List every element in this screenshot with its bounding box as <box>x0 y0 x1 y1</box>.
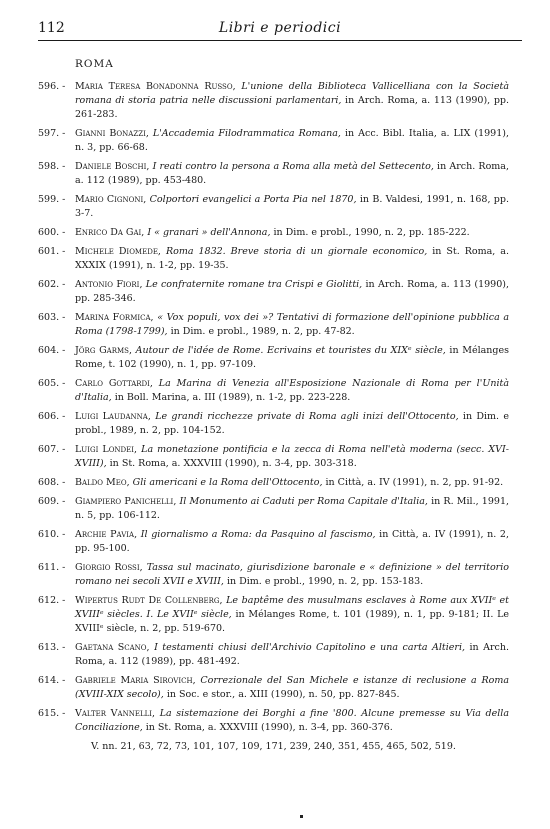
entry-citation: in Mélanges Rome, t. 102 (1990), n. 1, pp. 97-109. <box>75 345 509 370</box>
entry-title: Correzionale del San Michele e istanze di reclusione a Roma (XVIII-XIX secolo), <box>75 675 509 700</box>
entry-text <box>75 528 509 556</box>
entry-number: 602. - <box>38 279 66 290</box>
bibliography-entry <box>0 495 550 523</box>
entry-title: Autour de l'idée de Rome. Ecrivains et touristes du XIXᵉ siècle, <box>135 345 450 356</box>
entry-number: 609. - <box>38 496 66 507</box>
entry-citation: in Dim. e probl., 1990, n. 2, pp. 185-222. <box>273 227 470 238</box>
bibliography-entry <box>0 641 550 669</box>
entry-number: 615. - <box>38 708 66 719</box>
entry-text <box>75 311 509 339</box>
entry-citation: in Boll. Marina, a. III (1989), n. 1-2, pp. 223-228. <box>114 392 351 403</box>
bibliography-entry <box>0 278 550 306</box>
entry-text <box>75 641 509 669</box>
entry-number: 607. - <box>38 444 66 455</box>
entry-text <box>75 278 509 306</box>
entry-number: 600. - <box>38 227 66 238</box>
bibliography-entry <box>0 594 550 636</box>
entry-author: Jörg Garms, <box>75 345 136 356</box>
entry-author: Wipertus Rudt De Collenberg, <box>75 595 227 606</box>
entry-text <box>75 80 509 122</box>
entry-title: Roma 1832. Breve storia di un giornale economico, <box>165 246 433 257</box>
entry-number: 597. - <box>38 128 66 139</box>
entry-text <box>75 495 509 523</box>
bibliography-entry <box>0 707 550 735</box>
entry-citation: in St. Roma, a. XXXVIII (1990), n. 3-4, pp. 303-318. <box>109 458 357 469</box>
bibliography-entry <box>0 410 550 438</box>
entry-text <box>75 594 509 636</box>
entry-text <box>75 377 509 405</box>
bibliography-entry <box>0 193 550 221</box>
entry-author: Gianni Bonazzi, <box>75 128 153 139</box>
entry-text <box>75 561 509 589</box>
entry-citation: in Dim. e probl., 1989, n. 2, pp. 47-82. <box>170 326 355 337</box>
bibliography-entry <box>0 476 550 490</box>
entry-number: 604. - <box>38 345 66 356</box>
bibliography-entry <box>0 226 550 240</box>
entry-number: 598. - <box>38 161 66 172</box>
entry-number: 612. - <box>38 595 66 606</box>
entry-citation: in Dim. e probl., 1990, n. 2, pp. 153-183. <box>226 576 424 587</box>
page-header <box>38 20 522 41</box>
entry-title: L'Accademia Filodrammatica Romana, <box>152 128 345 139</box>
entry-author: Carlo Gottardi, <box>75 378 159 389</box>
entry-author: Luigi Laudanna, <box>75 411 156 422</box>
entry-author: Daniele Boschi, <box>75 161 153 172</box>
bibliography-entry <box>0 245 550 273</box>
entry-number: 605. - <box>38 378 66 389</box>
entry-citation: in Città, a. IV (1991), n. 2, pp. 91-92. <box>325 477 504 488</box>
entry-text <box>75 226 509 240</box>
entry-citation: in Arch. Roma, a. 112 (1989), pp. 481-492. <box>75 642 510 667</box>
entry-title: I reati contro la persona a Roma alla metà del Settecento, <box>152 161 438 172</box>
entry-citation: in Soc. e stor., a. XIII (1990), n. 50, pp. 827-845. <box>166 689 400 700</box>
entry-title: Gli americani e la Roma dell'Ottocento, <box>132 477 326 488</box>
entry-number: 611. - <box>38 562 66 573</box>
bibliography-entry <box>0 443 550 471</box>
entry-number: 610. - <box>38 529 66 540</box>
entry-title: L'unione della Biblioteca Vallicelliana con la Società romana di storia patria nelle discussioni parlamentari, <box>75 81 509 106</box>
entry-citation: in Mélanges Rome, t. 101 (1989), n. 1, pp. 9-181; II. Le XVIIIᵉ siècle, n. 2, pp. 519-670. <box>75 609 510 634</box>
entry-text <box>75 443 509 471</box>
entry-number: 606. - <box>38 411 66 422</box>
entry-author: Marina Formica, <box>75 312 158 323</box>
entry-citation: in Arch. Roma, a. 112 (1989), pp. 453-480. <box>75 161 509 186</box>
entry-title: Le grandi ricchezze private di Roma agli inizi dell'Ottocento, <box>155 411 463 422</box>
entry-title: « Vox populi, vox dei »? Tentativi di formazione dell'opinione pubblica a Roma (1798-1799), <box>75 312 509 337</box>
bibliography-entry <box>0 528 550 556</box>
bibliography-entry <box>0 127 550 155</box>
running-title: Libri e periodici <box>218 20 342 36</box>
entry-text <box>75 160 509 188</box>
entry-citation: in Città, a. IV (1991), n. 2, pp. 95-100. <box>75 529 509 554</box>
entry-author: Giorgio Rossi, <box>75 562 147 573</box>
entry-author: Enrico Da Gai, <box>75 227 148 238</box>
entry-text <box>75 707 509 735</box>
entry-text <box>75 127 509 155</box>
entry-author: Gabriele Maria Sirovich, <box>75 675 201 686</box>
entry-author: Michele Diomede, <box>75 246 166 257</box>
entry-title: La Marina di Venezia all'Esposizione Nazionale di Roma per l'Unità d'Italia, <box>75 378 509 403</box>
entry-author: Valter Vannelli, <box>75 708 160 719</box>
bibliography-entry <box>0 674 550 702</box>
entry-text <box>75 476 509 490</box>
bibliography-list <box>0 80 550 754</box>
entry-citation: in Arch. Roma, a. 113 (1990), pp. 261-283. <box>75 95 509 120</box>
entry-text <box>75 674 509 702</box>
entry-title: Il Monumento ai Caduti per Roma Capitale d'Italia, <box>179 496 432 507</box>
bibliography-entry <box>0 80 550 122</box>
entry-title: La sistemazione dei Borghi a fine '800. Alcune premesse su Via della Conciliazione, <box>75 708 509 733</box>
entry-author: Mario Cignoni, <box>75 194 150 205</box>
entry-text <box>75 344 509 372</box>
entry-author: Maria Teresa Bonadonna Russo, <box>75 81 242 92</box>
entry-title: Le baptême des musulmans esclaves à Rome aux XVIIᵉ et XVIIIᵉ siècles. I. Le XVIIᵉ siècle, <box>75 595 509 620</box>
entry-citation: in B. Valdesi, 1991, n. 168, pp. 3-7. <box>75 194 509 219</box>
entry-number: 596. - <box>38 81 66 92</box>
entry-author: Archie Pavia, <box>75 529 141 540</box>
section-heading: ROMA <box>75 58 114 70</box>
see-also-references: V. nn. 21, 63, 72, 73, 101, 107, 109, 171, 239, 240, 351, 455, 465, 502, 519. <box>91 741 456 752</box>
entry-title: I « granari » dell'Annona, <box>147 227 274 238</box>
entry-citation: in Arch. Roma, a. 113 (1990), pp. 285-346. <box>75 279 509 304</box>
bibliography-entry <box>0 160 550 188</box>
bibliography-entry <box>0 377 550 405</box>
entry-title: Tassa sul macinato, giurisdizione baronale e « definizione » del territorio romano nei secoli XVII e XVIII, <box>75 562 509 587</box>
entry-number: 601. - <box>38 246 66 257</box>
entry-citation: in St. Roma, a. XXXIX (1991), n. 1-2, pp. 19-35. <box>75 246 509 271</box>
entry-title: La monetazione pontificia e la zecca di Roma nell'età moderna (secc. XVI-XVIII), <box>75 444 509 469</box>
entry-title: Le confraternite romane tra Crispi e Giolitti, <box>145 279 366 290</box>
entry-number: 608. - <box>38 477 66 488</box>
entry-title: Colportori evangelici a Porta Pia nel 1870, <box>149 194 360 205</box>
entry-author: Antonio Fiori, <box>75 279 146 290</box>
bibliography-entry <box>0 311 550 339</box>
entry-number: 614. - <box>38 675 66 686</box>
entry-citation: in Acc. Bibl. Italia, a. LIX (1991), n. 3, pp. 66-68. <box>75 128 509 153</box>
entry-author: Giampiero Panichelli, <box>75 496 180 507</box>
entry-author: Baldo Meo, <box>75 477 133 488</box>
entry-text <box>75 245 509 273</box>
entry-citation: in R. Mil., 1991, n. 5, pp. 106-112. <box>75 496 510 521</box>
bibliography-entry <box>0 344 550 372</box>
entry-number: 603. - <box>38 312 66 323</box>
entry-number: 613. - <box>38 642 66 653</box>
entry-author: Luigi Londei, <box>75 444 142 455</box>
bibliography-entry <box>0 561 550 589</box>
page-number: 112 <box>38 20 65 36</box>
page-end-mark <box>300 815 303 818</box>
entry-number: 599. - <box>38 194 66 205</box>
entry-text <box>75 193 509 221</box>
entry-citation: in St. Roma, a. XXXVIII (1990), n. 3-4, pp. 360-376. <box>145 722 393 733</box>
entry-citation: in Dim. e probl., 1989, n. 2, pp. 104-152. <box>75 411 509 436</box>
entry-text <box>75 410 509 438</box>
entry-title: Il giornalismo a Roma: da Pasquino al fascismo, <box>140 529 380 540</box>
entry-author: Gaetana Scano, <box>75 642 155 653</box>
entry-title: I testamenti chiusi dell'Archivio Capitolino e una carta Altieri, <box>154 642 470 653</box>
